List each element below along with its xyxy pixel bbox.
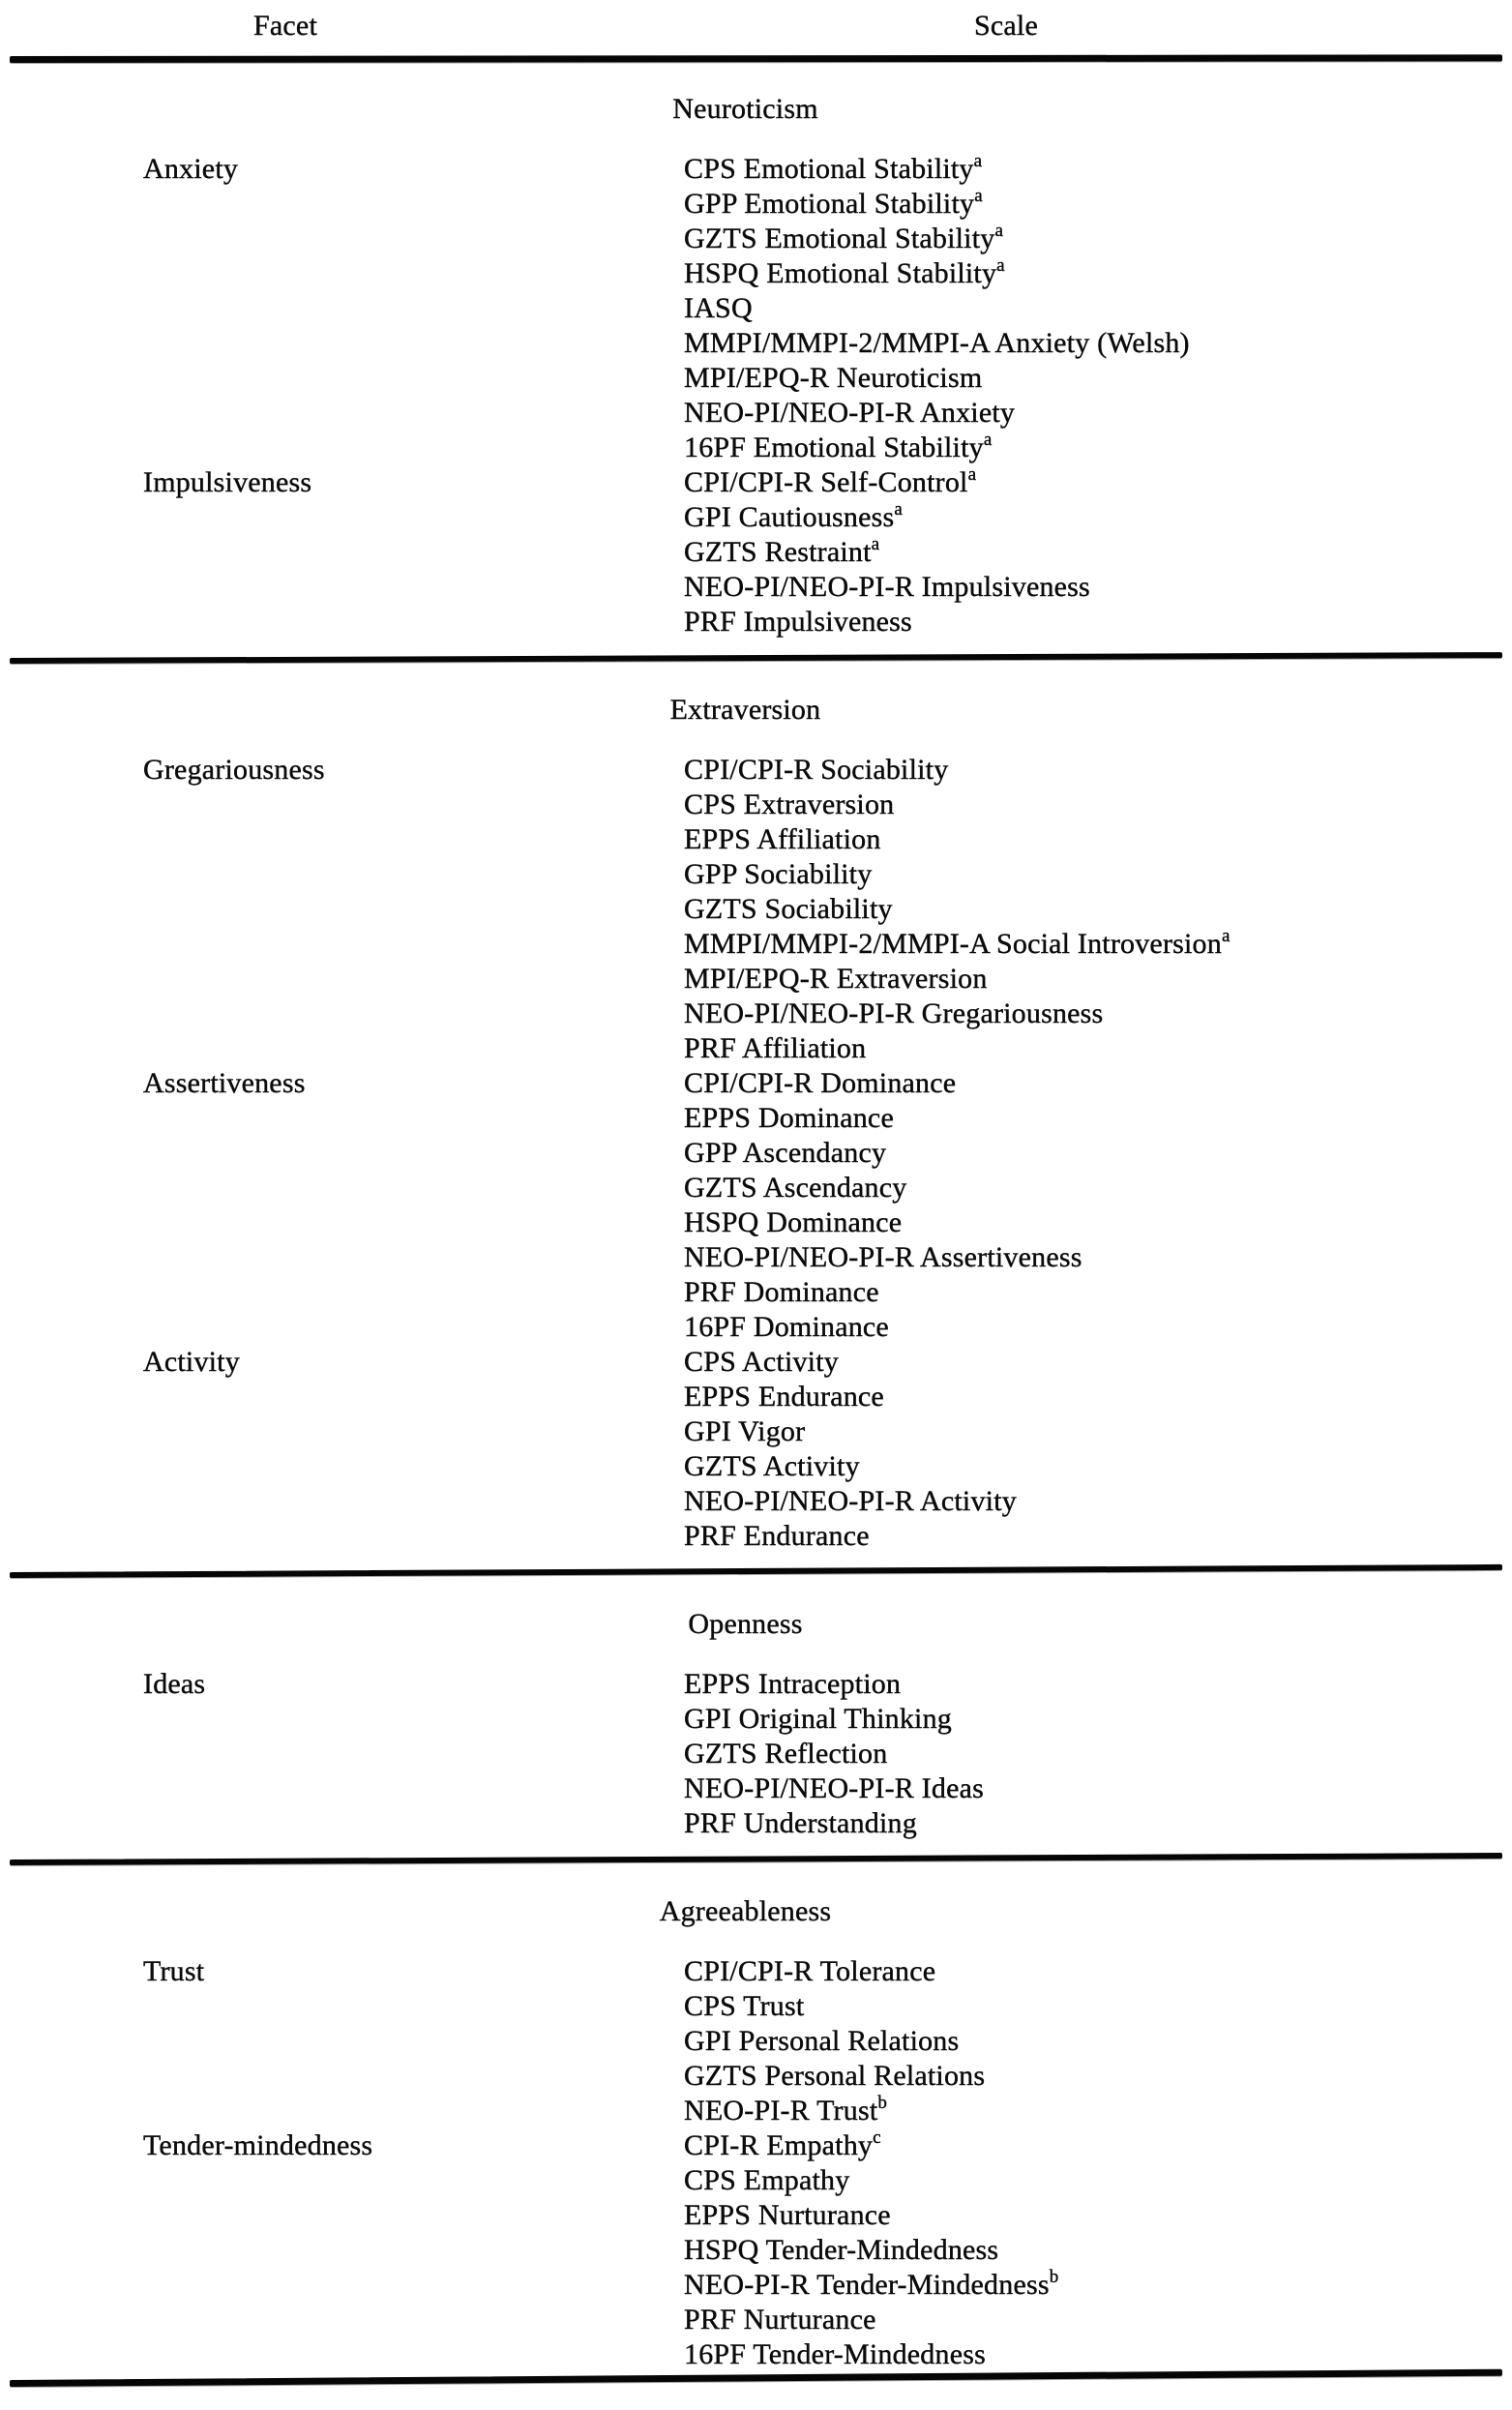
- facet-label: Impulsiveness: [143, 466, 312, 498]
- scale-item: NEO-PI/NEO-PI-R Activity: [684, 1485, 1017, 1517]
- factor-title: Agreeableness: [659, 1895, 832, 1927]
- scale-item: 16PF Emotional Stability$^a$: [684, 430, 993, 463]
- scale-item: NEO-PI-R Tender-Mindedness$^b$: [684, 2267, 1059, 2301]
- facet-cell: [0, 152, 571, 187]
- table-body: [0, 92, 1512, 2387]
- scale-item: EPPS Endurance: [684, 1381, 884, 1413]
- scale-item: EPPS Dominance: [684, 1102, 894, 1134]
- facet-cell: [0, 753, 571, 788]
- scale-list: [571, 152, 1512, 465]
- facet-label: Gregariousness: [143, 754, 325, 786]
- scale-item: PRF Endurance: [684, 1520, 870, 1552]
- facet-group: [0, 152, 1512, 465]
- facet-group: [0, 2128, 1512, 2372]
- facet-group: [0, 1066, 1512, 1345]
- scale-item: EPPS Nurturance: [684, 2199, 891, 2231]
- facet-label: Tender-mindedness: [143, 2129, 373, 2161]
- scale-item: IASQ: [684, 292, 753, 324]
- scale-item: MPI/EPQ-R Neuroticism: [684, 362, 983, 394]
- scale-item: 16PF Tender-Mindedness: [684, 2338, 986, 2370]
- facet-cell: [0, 1066, 571, 1101]
- scale-item: NEO-PI/NEO-PI-R Ideas: [684, 1772, 984, 1804]
- scale-item: MPI/EPQ-R Extraversion: [684, 963, 988, 995]
- scale-item: NEO-PI/NEO-PI-R Gregariousness: [684, 997, 1104, 1029]
- column-header-scale: Scale: [974, 10, 1038, 42]
- scale-list: [571, 753, 1512, 1066]
- footnote-marker: a: [871, 534, 880, 554]
- factor-section-neuroticism: [0, 92, 1512, 640]
- scale-item: GZTS Sociability: [684, 893, 893, 925]
- scale-item: GZTS Restraint$^a$: [684, 534, 880, 568]
- facet-cell: [0, 1667, 571, 1702]
- scale-item: EPPS Affiliation: [684, 823, 881, 855]
- footnote-marker: a: [973, 151, 983, 171]
- scale-item: CPI/CPI-R Tolerance: [684, 1955, 936, 1987]
- facet-group: [0, 1345, 1512, 1554]
- facet-cell: [0, 1345, 571, 1380]
- facet-label: Anxiety: [143, 153, 239, 185]
- scale-item: HSPQ Emotional Stability$^a$: [684, 255, 1005, 289]
- scale-item: CPI-R Empathy$^c$: [684, 2127, 881, 2161]
- footnote-marker: a: [974, 186, 983, 206]
- footnote-marker: a: [996, 255, 1005, 276]
- footnote-marker: c: [873, 2127, 881, 2148]
- scale-item: GPI Personal Relations: [684, 2025, 960, 2057]
- scale-item: MMPI/MMPI-2/MMPI-A Anxiety (Welsh): [684, 327, 1190, 359]
- facet-label: Trust: [143, 1955, 205, 1987]
- scale-item: MMPI/MMPI-2/MMPI-A Social Introversion$^a$: [684, 926, 1230, 960]
- scale-item: GPP Emotional Stability$^a$: [684, 186, 983, 220]
- scale-item: CPS Empathy: [684, 2164, 850, 2196]
- scale-item: NEO-PI-R Trust$^b$: [684, 2093, 887, 2127]
- footnote-marker: b: [877, 2093, 887, 2113]
- facet-group: [0, 465, 1512, 640]
- scale-list: [571, 1667, 1512, 1841]
- facet-cell: [0, 2128, 571, 2163]
- footnote-marker: a: [967, 464, 977, 485]
- scale-item: HSPQ Dominance: [684, 1206, 903, 1238]
- scale-item: CPI/CPI-R Dominance: [684, 1067, 957, 1099]
- scale-list: [571, 465, 1512, 640]
- scale-item: GPP Sociability: [684, 858, 873, 890]
- scale-item: PRF Dominance: [684, 1276, 879, 1308]
- facet-label: Assertiveness: [143, 1067, 306, 1099]
- facet-group: [0, 1667, 1512, 1841]
- facet-group: [0, 753, 1512, 1066]
- column-header-facet: Facet: [253, 10, 317, 42]
- facet-cell: [0, 1954, 571, 1989]
- scale-item: CPS Trust: [684, 1990, 805, 2022]
- footnote-marker: a: [994, 221, 1003, 241]
- horizontal-rule: [10, 1564, 1502, 1578]
- table-header-row: [0, 0, 1512, 44]
- footnote-marker: a: [894, 499, 903, 520]
- horizontal-rule: [10, 54, 1502, 63]
- footnote-marker: a: [1221, 926, 1230, 946]
- scale-item: 16PF Dominance: [684, 1311, 889, 1343]
- facet-label: Ideas: [143, 1668, 206, 1700]
- factor-title: Neuroticism: [672, 93, 818, 125]
- footnote-marker: a: [983, 430, 993, 450]
- facet-group: [0, 1954, 1512, 2128]
- scale-item: GZTS Activity: [684, 1450, 860, 1482]
- scale-item: NEO-PI/NEO-PI-R Impulsiveness: [684, 571, 1090, 603]
- scale-list: [571, 1954, 1512, 2128]
- factor-section-extraversion: [0, 693, 1512, 1554]
- factor-section-openness: [0, 1607, 1512, 1841]
- scale-item: GZTS Emotional Stability$^a$: [684, 221, 1003, 254]
- scale-item: GPI Cautiousness$^a$: [684, 499, 903, 533]
- scale-list: [571, 1066, 1512, 1345]
- scale-item: PRF Affiliation: [684, 1032, 867, 1064]
- footnote-marker: b: [1049, 2267, 1059, 2287]
- scale-item: NEO-PI/NEO-PI-R Assertiveness: [684, 1241, 1082, 1273]
- scale-item: CPI/CPI-R Self-Control$^a$: [684, 464, 977, 498]
- scale-item: GPI Vigor: [684, 1415, 806, 1447]
- scale-item: CPI/CPI-R Sociability: [684, 754, 949, 786]
- scale-item: HSPQ Tender-Mindedness: [684, 2234, 999, 2266]
- scale-item: PRF Understanding: [684, 1807, 917, 1839]
- scale-list: [571, 2128, 1512, 2372]
- horizontal-rule: [10, 1853, 1502, 1865]
- scale-item: GZTS Ascendancy: [684, 1172, 907, 1204]
- scale-item: PRF Nurturance: [684, 2304, 876, 2336]
- facet-label: Activity: [143, 1346, 240, 1378]
- scale-item: GPI Original Thinking: [684, 1703, 952, 1735]
- scale-item: CPS Extraversion: [684, 788, 895, 820]
- scale-list: [571, 1345, 1512, 1554]
- scale-item: GZTS Personal Relations: [684, 2060, 986, 2092]
- scale-item: GZTS Reflection: [684, 1738, 888, 1770]
- scale-item: CPS Activity: [684, 1346, 839, 1378]
- scale-item: CPS Emotional Stability$^a$: [684, 151, 983, 185]
- factor-title: Extraversion: [669, 694, 821, 726]
- horizontal-rule: [10, 652, 1502, 664]
- factor-section-agreeableness: [0, 1894, 1512, 2372]
- scale-item: GPP Ascendancy: [684, 1137, 887, 1169]
- scale-item: NEO-PI/NEO-PI-R Anxiety: [684, 397, 1016, 429]
- scale-item: EPPS Intraception: [684, 1668, 902, 1700]
- scale-item: PRF Impulsiveness: [684, 606, 912, 638]
- facet-cell: [0, 465, 571, 500]
- factor-title: Openness: [688, 1608, 803, 1640]
